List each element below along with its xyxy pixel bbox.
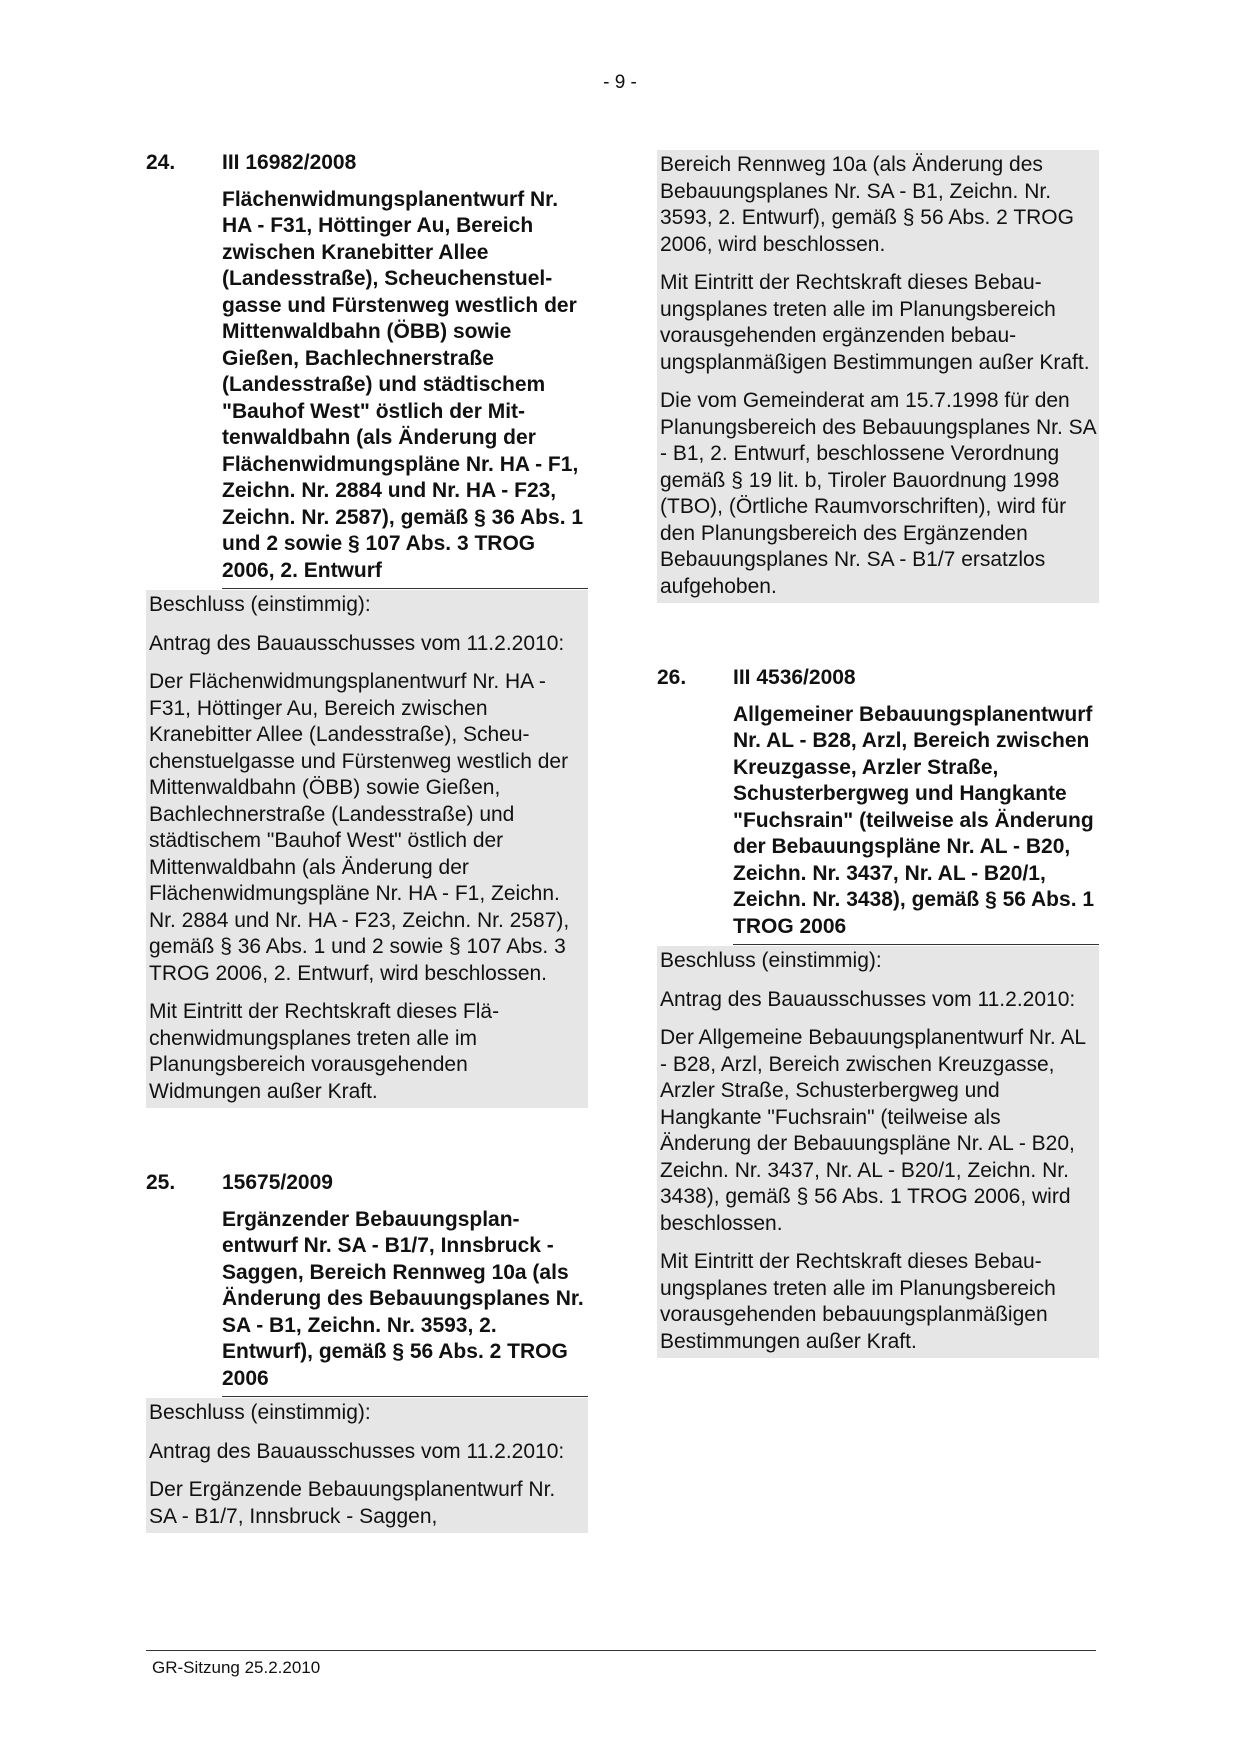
resolution-text: Der Ergänzende Bebauungsplanentwurf Nr. SA - B1/7, Innsbruck - Saggen, bbox=[149, 1478, 556, 1528]
decision-label: Beschluss (einstimmig): bbox=[149, 593, 371, 616]
agenda-item-25 bbox=[146, 1170, 588, 1533]
decision-block bbox=[146, 1398, 588, 1533]
item-reference: III 4536/2008 bbox=[733, 666, 856, 689]
decision-block bbox=[146, 590, 588, 1108]
item-heading bbox=[146, 1170, 588, 1197]
left-column bbox=[146, 150, 588, 1595]
motion-text: Antrag des Bauausschusses vom 11.2.2010: bbox=[149, 1439, 565, 1463]
motion-text: Antrag des Bauausschusses vom 11.2.2010: bbox=[149, 631, 565, 655]
item-reference: III 16982/2008 bbox=[222, 151, 357, 174]
agenda-item-26 bbox=[657, 665, 1099, 1358]
item-number: 24. bbox=[146, 151, 176, 174]
footer-divider bbox=[146, 1650, 1096, 1651]
item-number: 26. bbox=[657, 666, 687, 689]
item-number: 25. bbox=[146, 1171, 176, 1194]
decision-label: Beschluss (einstimmig): bbox=[149, 1401, 371, 1424]
repeal-text: Die vom Gemeinderat am 15.7.1998 für den Planungsbereich des Bebauungsplanes Nr. SA - B1, 2. Entwurf, beschlossene Verordnung gemäß § 19 lit. b, Tiroler Bauordnung 1998 (TBO), (Örtliche Raumvorschriften), wird für den Planungsbereich des Ergänzenden Bebauungsplanes Nr. SA - B1/7 ersatzlos aufgehoben. bbox=[660, 389, 1096, 598]
item-heading bbox=[657, 665, 1099, 692]
item-heading bbox=[146, 150, 588, 177]
effect-text: Mit Eintritt der Rechtskraft dieses Bebauungsplanes treten alle im Planungsbereich vorausgehenden ergänzenden bebauungsplanmäßigen Bestimmungen außer Kraft. bbox=[660, 271, 1090, 374]
motion-text: Antrag des Bauausschusses vom 11.2.2010: bbox=[660, 987, 1076, 1011]
resolution-text: Der Allgemeine Bebauungsplanentwurf Nr. AL - B28, Arzl, Bereich zwischen Kreuzgasse, Arzler Straße, Schusterbergweg und Hangkante "Fuchsrain" (teilweise als Änderung der Bebauungspläne Nr. AL - B20, Zeichn. Nr. 3437, Nr. AL - B20/1, Zeichn. Nr. 3438), gemäß § 56 Abs. 1 TROG 2006, wird beschlossen. bbox=[660, 1026, 1086, 1235]
resolution-text: Bereich Rennweg 10a (als Änderung des Bebauungsplanes Nr. SA - B1, Zeichn. Nr. 3593, 2. Entwurf), gemäß § 56 Abs. 2 TROG 2006, wird beschlossen. bbox=[660, 153, 1074, 256]
resolution-text: Der Flächenwidmungsplanentwurf Nr. HA - F31, Höttinger Au, Bereich zwischen Kranebitter Allee (Landesstraße), Scheuchenstuelgasse und Fürstenweg westlich der Mittenwaldbahn (ÖBB) sowie Gießen, Bachlechnerstraße (Landesstraße) und städtischem "Bauhof West" östlich der Mittenwaldbahn (als Änderung der Flächenwidmungspläne Nr. HA - F1, Zeichn. Nr. 2884 und Nr. HA - F23, Zeichn. Nr. 2587), gemäß § 36 Abs. 1 und 2 sowie § 107 Abs. 3 TROG 2006, 2. Entwurf, wird beschlossen. bbox=[149, 670, 570, 985]
agenda-item-24 bbox=[146, 150, 588, 1108]
decision-block-continued bbox=[657, 150, 1099, 603]
right-column bbox=[657, 150, 1099, 1420]
item-title: Flächenwidmungsplanentwurf Nr. HA - F31, Höttinger Au, Bereich zwischen Kranebitter Allee (Landesstraße), Scheuchenstuelgasse und Fürstenweg westlich der Mittenwaldbahn (ÖBB) sowie Gießen, Bachlechnerstraße (Landesstraße) und städtischem "Bauhof West" östlich der Mittenwaldbahn (als Änderung der Flächenwidmungspläne Nr. HA - F1, Zeichn. Nr. 2884 und Nr. HA - F23, Zeichn. Nr. 2587), gemäß § 36 Abs. 1 und 2 sowie § 107 Abs. 3 TROG 2006, 2. Entwurf bbox=[222, 187, 588, 590]
effect-text: Mit Eintritt der Rechtskraft dieses Bebauungsplanes treten alle im Planungsbereich vorausgehenden bebauungsplanmäßigen Bestimmungen außer Kraft. bbox=[660, 1250, 1056, 1353]
item-title: Allgemeiner Bebauungsplanentwurf Nr. AL - B28, Arzl, Bereich zwischen Kreuzgasse, Arzler Straße, Schusterbergweg und Hangkante "Fuchsrain" (teilweise als Änderung der Bebauungspläne Nr. AL - B20, Zeichn. Nr. 3437, Nr. AL - B20/1, Zeichn. Nr. 3438), gemäß § 56 Abs. 1 TROG 2006 bbox=[733, 702, 1099, 946]
effect-text: Mit Eintritt der Rechtskraft dieses Flächenwidmungsplanes treten alle im Planungsbereich vorausgehenden Widmungen außer Kraft. bbox=[149, 1000, 500, 1103]
footer-text: GR-Sitzung 25.2.2010 bbox=[152, 1658, 321, 1677]
decision-block bbox=[657, 946, 1099, 1358]
decision-label: Beschluss (einstimmig): bbox=[660, 949, 882, 972]
item-reference: 15675/2009 bbox=[222, 1171, 333, 1194]
page-number: - 9 - bbox=[603, 72, 637, 93]
item-title: Ergänzender Bebauungsplanentwurf Nr. SA - B1/7, Innsbruck - Saggen, Bereich Rennweg 10a (als Änderung des Bebauungsplanes Nr. SA - B1, Zeichn. Nr. 3593, 2. Entwurf), gemäß § 56 Abs. 2 TROG 2006 bbox=[222, 1207, 588, 1398]
